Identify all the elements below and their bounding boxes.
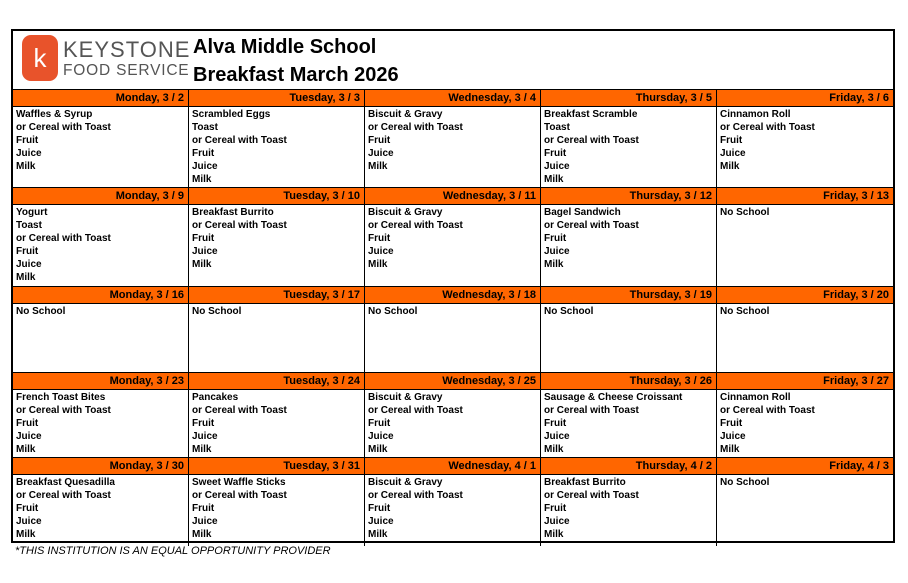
menu-item: Biscuit & Gravy — [368, 477, 443, 488]
menu-item: Juice — [720, 147, 746, 159]
day-menu — [365, 475, 540, 546]
day-menu — [541, 205, 716, 286]
day-header: Friday, 3 / 27 — [717, 373, 893, 390]
menu-item: or Cereal with Toast — [192, 219, 287, 231]
menu-item: Milk — [16, 271, 36, 283]
menu-item: Juice — [368, 515, 394, 527]
day-menu — [189, 205, 364, 286]
logo-subtitle: FOOD SERVICE — [63, 62, 190, 79]
menu-title-block — [193, 33, 399, 89]
menu-calendar-grid — [13, 89, 893, 546]
day-cell — [365, 90, 541, 187]
menu-item: No School — [720, 207, 770, 218]
day-cell — [541, 287, 717, 372]
week-row — [13, 89, 893, 187]
menu-item: Fruit — [544, 147, 567, 159]
day-header: Friday, 3 / 20 — [717, 287, 893, 304]
menu-item: Milk — [544, 443, 564, 455]
menu-item: Milk — [720, 443, 740, 455]
day-cell — [189, 90, 365, 187]
menu-item: or Cereal with Toast — [720, 404, 815, 416]
day-menu — [189, 107, 364, 187]
menu-item: Juice — [544, 160, 570, 172]
day-header: Friday, 3 / 13 — [717, 188, 893, 205]
day-cell — [541, 458, 717, 546]
day-menu — [13, 475, 188, 546]
menu-item: Bagel Sandwich — [544, 207, 621, 218]
day-cell — [365, 373, 541, 457]
menu-item: French Toast Bites — [16, 392, 106, 403]
menu-sheet — [11, 29, 895, 543]
day-menu — [365, 205, 540, 286]
day-menu — [13, 304, 188, 372]
school-name: Alva Middle School — [193, 36, 377, 58]
day-header: Wednesday, 3 / 25 — [365, 373, 540, 390]
day-header: Friday, 4 / 3 — [717, 458, 893, 475]
menu-item: Milk — [16, 528, 36, 540]
menu-item: Juice — [368, 430, 394, 442]
day-header: Monday, 3 / 23 — [13, 373, 188, 390]
day-cell — [541, 373, 717, 457]
menu-item: or Cereal with Toast — [544, 489, 639, 501]
menu-item: Fruit — [720, 417, 743, 429]
menu-item: Juice — [16, 147, 42, 159]
menu-item: Yogurt — [16, 207, 48, 218]
menu-item: Milk — [192, 528, 212, 540]
menu-item: or Cereal with Toast — [192, 134, 287, 146]
menu-item: Sweet Waffle Sticks — [192, 477, 286, 488]
logo-brand: KEYSTONE — [63, 37, 191, 62]
day-header: Thursday, 4 / 2 — [541, 458, 716, 475]
menu-item: Fruit — [16, 502, 39, 514]
day-menu — [365, 304, 540, 372]
menu-item: Milk — [368, 160, 388, 172]
day-header: Tuesday, 3 / 31 — [189, 458, 364, 475]
menu-item: Breakfast Quesadilla — [16, 477, 115, 488]
day-header: Thursday, 3 / 12 — [541, 188, 716, 205]
day-header: Wednesday, 3 / 18 — [365, 287, 540, 304]
menu-item: Juice — [16, 430, 42, 442]
menu-item: Milk — [192, 443, 212, 455]
day-header: Tuesday, 3 / 24 — [189, 373, 364, 390]
keystone-k-icon — [22, 35, 58, 81]
day-menu — [541, 475, 716, 546]
menu-item: No School — [368, 306, 418, 317]
day-header: Monday, 3 / 30 — [13, 458, 188, 475]
menu-item: Milk — [192, 173, 212, 185]
menu-item: Juice — [192, 245, 218, 257]
menu-item: Waffles & Syrup — [16, 109, 93, 120]
day-header: Wednesday, 3 / 11 — [365, 188, 540, 205]
menu-item: Juice — [544, 245, 570, 257]
menu-month-title: Breakfast March 2026 — [193, 64, 399, 86]
menu-item: or Cereal with Toast — [368, 219, 463, 231]
day-cell — [189, 373, 365, 457]
day-header: Thursday, 3 / 26 — [541, 373, 716, 390]
menu-item: No School — [192, 306, 242, 317]
menu-item: or Cereal with Toast — [16, 489, 111, 501]
menu-item: Milk — [544, 528, 564, 540]
day-menu — [717, 107, 893, 187]
menu-item: Breakfast Burrito — [544, 477, 626, 488]
menu-item: Fruit — [192, 502, 215, 514]
menu-item: Toast — [16, 219, 42, 231]
menu-item: or Cereal with Toast — [16, 232, 111, 244]
menu-item: Milk — [16, 160, 36, 172]
menu-item: Fruit — [544, 417, 567, 429]
menu-item: Milk — [544, 173, 564, 185]
day-menu — [13, 390, 188, 457]
menu-item: Juice — [544, 515, 570, 527]
menu-item: Milk — [368, 528, 388, 540]
day-menu — [541, 107, 716, 187]
day-header: Thursday, 3 / 19 — [541, 287, 716, 304]
menu-item: or Cereal with Toast — [544, 134, 639, 146]
menu-item: Juice — [368, 245, 394, 257]
menu-item: Fruit — [368, 502, 391, 514]
day-menu — [189, 304, 364, 372]
menu-item: Fruit — [192, 232, 215, 244]
menu-item: Sausage & Cheese Croissant — [544, 392, 683, 403]
day-menu — [717, 304, 893, 372]
week-row — [13, 457, 893, 546]
menu-item: Fruit — [368, 232, 391, 244]
day-header: Wednesday, 4 / 1 — [365, 458, 540, 475]
day-cell — [189, 287, 365, 372]
menu-item: Juice — [16, 258, 42, 270]
day-header: Friday, 3 / 6 — [717, 90, 893, 107]
menu-item: Pancakes — [192, 392, 239, 403]
day-cell — [13, 373, 189, 457]
day-menu — [365, 390, 540, 457]
day-cell — [365, 287, 541, 372]
menu-item: Cinnamon Roll — [720, 392, 791, 403]
menu-item: Milk — [544, 258, 564, 270]
menu-item: Biscuit & Gravy — [368, 392, 443, 403]
menu-item: or Cereal with Toast — [192, 489, 287, 501]
menu-item: Biscuit & Gravy — [368, 207, 443, 218]
menu-item: Fruit — [16, 134, 39, 146]
week-row — [13, 286, 893, 372]
menu-item: Milk — [16, 443, 36, 455]
menu-item: No School — [16, 306, 66, 317]
menu-item: Fruit — [544, 232, 567, 244]
day-menu — [365, 107, 540, 187]
day-cell — [365, 458, 541, 546]
day-header: Monday, 3 / 16 — [13, 287, 188, 304]
day-cell — [13, 287, 189, 372]
day-header: Tuesday, 3 / 10 — [189, 188, 364, 205]
menu-item: or Cereal with Toast — [544, 404, 639, 416]
day-header: Thursday, 3 / 5 — [541, 90, 716, 107]
menu-item: or Cereal with Toast — [192, 404, 287, 416]
menu-item: Juice — [368, 147, 394, 159]
menu-item: Juice — [720, 430, 746, 442]
menu-item: Fruit — [192, 147, 215, 159]
day-menu — [13, 107, 188, 187]
day-cell — [717, 287, 893, 372]
menu-item: Fruit — [16, 245, 39, 257]
menu-item: or Cereal with Toast — [368, 404, 463, 416]
day-cell — [541, 90, 717, 187]
menu-item: Fruit — [192, 417, 215, 429]
menu-item: Cinnamon Roll — [720, 109, 791, 120]
day-menu — [717, 475, 893, 546]
menu-item: Juice — [192, 160, 218, 172]
menu-item: or Cereal with Toast — [368, 489, 463, 501]
day-menu — [189, 475, 364, 546]
menu-item: Milk — [720, 160, 740, 172]
menu-item: Fruit — [16, 417, 39, 429]
menu-item: Juice — [544, 430, 570, 442]
week-row — [13, 372, 893, 457]
day-cell — [541, 188, 717, 286]
keystone-logo — [22, 35, 192, 85]
day-cell — [13, 90, 189, 187]
menu-item: Fruit — [720, 134, 743, 146]
day-cell — [365, 188, 541, 286]
day-header: Tuesday, 3 / 17 — [189, 287, 364, 304]
day-cell — [717, 188, 893, 286]
menu-item: Breakfast Burrito — [192, 207, 274, 218]
day-menu — [717, 205, 893, 286]
menu-item: or Cereal with Toast — [368, 121, 463, 133]
menu-item: Milk — [368, 258, 388, 270]
week-row — [13, 187, 893, 286]
day-menu — [541, 390, 716, 457]
day-header: Wednesday, 3 / 4 — [365, 90, 540, 107]
day-cell — [717, 458, 893, 546]
day-cell — [717, 90, 893, 187]
menu-item: Milk — [192, 258, 212, 270]
day-header: Monday, 3 / 9 — [13, 188, 188, 205]
menu-item: Juice — [16, 515, 42, 527]
equal-opportunity-footnote: *THIS INSTITUTION IS AN EQUAL OPPORTUNITY PROVIDER — [15, 545, 331, 557]
day-menu — [189, 390, 364, 457]
menu-item: No School — [720, 306, 770, 317]
menu-item: or Cereal with Toast — [720, 121, 815, 133]
day-cell — [189, 458, 365, 546]
menu-item: or Cereal with Toast — [544, 219, 639, 231]
day-cell — [13, 188, 189, 286]
menu-item: Juice — [192, 430, 218, 442]
menu-item: Toast — [192, 121, 218, 133]
svg-text:k: k — [33, 43, 47, 73]
menu-item: Scrambled Eggs — [192, 109, 271, 120]
menu-header — [13, 31, 893, 89]
menu-item: Fruit — [544, 502, 567, 514]
menu-item: No School — [544, 306, 594, 317]
menu-item: or Cereal with Toast — [16, 121, 111, 133]
menu-item: Breakfast Scramble — [544, 109, 638, 120]
menu-item: Fruit — [368, 417, 391, 429]
day-header: Monday, 3 / 2 — [13, 90, 188, 107]
menu-item: or Cereal with Toast — [16, 404, 111, 416]
day-header: Tuesday, 3 / 3 — [189, 90, 364, 107]
menu-item: Juice — [192, 515, 218, 527]
menu-item: Toast — [544, 121, 570, 133]
menu-item: Biscuit & Gravy — [368, 109, 443, 120]
day-cell — [717, 373, 893, 457]
menu-item: Fruit — [368, 134, 391, 146]
day-cell — [189, 188, 365, 286]
menu-item: No School — [720, 477, 770, 488]
day-cell — [13, 458, 189, 546]
day-menu — [541, 304, 716, 372]
day-menu — [13, 205, 188, 286]
menu-item: Milk — [368, 443, 388, 455]
day-menu — [717, 390, 893, 457]
